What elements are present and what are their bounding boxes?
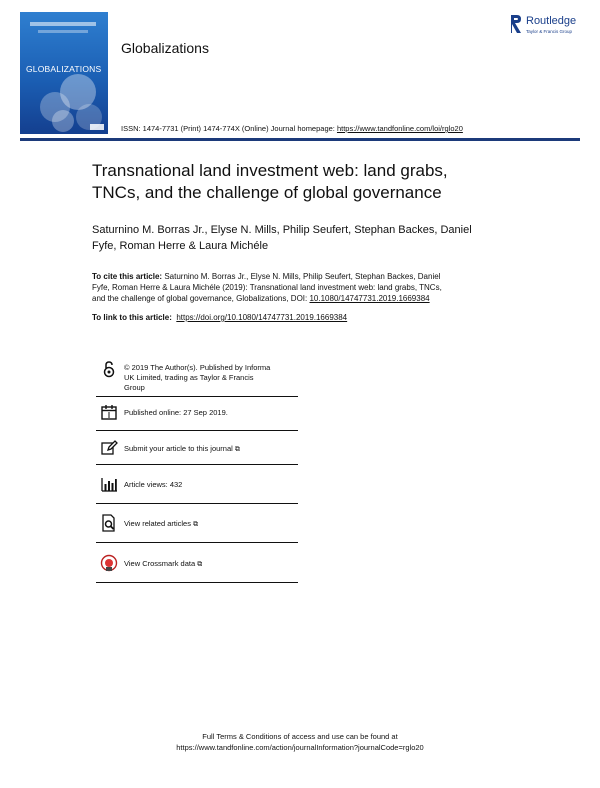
journal-name: Globalizations <box>121 40 209 56</box>
crossmark-link[interactable]: View Crossmark data ⧉ <box>124 559 203 568</box>
submit-link[interactable]: Submit your article to this journal ⧉ <box>124 444 240 453</box>
related-row[interactable] <box>96 504 298 543</box>
license-row <box>96 352 298 397</box>
article-doi-link[interactable]: https://doi.org/10.1080/14747731.2019.1669384 <box>176 313 348 322</box>
article-link-line <box>92 313 532 322</box>
citation-doi-link[interactable]: 10.1080/14747731.2019.1669384 <box>309 294 430 303</box>
cite-label: To cite this article: <box>92 272 163 281</box>
issn-text: ISSN: 1474-7731 (Print) 1474-774X (Online) Journal homepage: <box>121 124 335 133</box>
published-date: Published online: 27 Sep 2019. <box>124 408 228 417</box>
routledge-logo-icon <box>510 14 522 34</box>
issn-line <box>121 124 463 133</box>
crossmark-icon <box>100 554 118 572</box>
footer-terms-text: Full Terms & Conditions of access and use can be found at <box>202 732 398 741</box>
article-title: Transnational land investment web: land grabs, TNCs, and the challenge of global governance <box>92 161 448 202</box>
article-views: Article views: 432 <box>124 480 183 489</box>
header-divider <box>20 138 580 141</box>
journal-homepage-link[interactable]: https://www.tandfonline.com/loi/rglo20 <box>336 124 463 133</box>
citation-block: To cite this article: Saturnino M. Borras Jr., Elyse N. Mills, Philip Seufert, Stephan Backes, Daniel Fyfe, Roman Herre & Laura Michéle (2019): Transnational land investment web: land grabs, TNCs, and the challenge of global governance, Globalizations, DOI: 10.1080/14747731.2019.1669384 <box>92 272 442 303</box>
calendar-icon <box>100 403 118 421</box>
edit-icon <box>100 439 118 457</box>
link-label: To link to this article: <box>92 313 172 322</box>
bar-chart-icon <box>100 475 118 493</box>
publisher-subtitle: Taylor & Francis Group <box>526 29 573 34</box>
footer-terms <box>100 731 500 753</box>
views-row <box>96 465 298 504</box>
external-link-icon: ⧉ <box>197 561 203 568</box>
submit-row[interactable] <box>96 431 298 465</box>
open-access-icon <box>100 360 118 378</box>
cover-title: GLOBALIZATIONS <box>26 64 102 74</box>
document-search-icon <box>100 514 118 532</box>
footer-terms-link[interactable]: https://www.tandfonline.com/action/journalInformation?journalCode=rglo20 <box>176 743 424 752</box>
published-row <box>96 397 298 431</box>
publisher-logo[interactable] <box>510 14 590 44</box>
license-text: © 2019 The Author(s). Published by Informa UK Limited, trading as Taylor & Francis Group <box>124 363 271 392</box>
external-link-icon: ⧉ <box>234 446 240 453</box>
related-articles-link[interactable]: View related articles ⧉ <box>124 519 199 528</box>
external-link-icon: ⧉ <box>193 521 199 528</box>
article-info-list <box>96 352 298 583</box>
article-authors: Saturnino M. Borras Jr., Elyse N. Mills, Philip Seufert, Stephan Backes, Daniel Fyfe, Roman Herre & Laura Michéle <box>92 224 472 252</box>
publisher-name: Routledge <box>526 15 577 27</box>
journal-cover-image <box>20 12 108 134</box>
crossmark-row[interactable] <box>96 543 298 583</box>
